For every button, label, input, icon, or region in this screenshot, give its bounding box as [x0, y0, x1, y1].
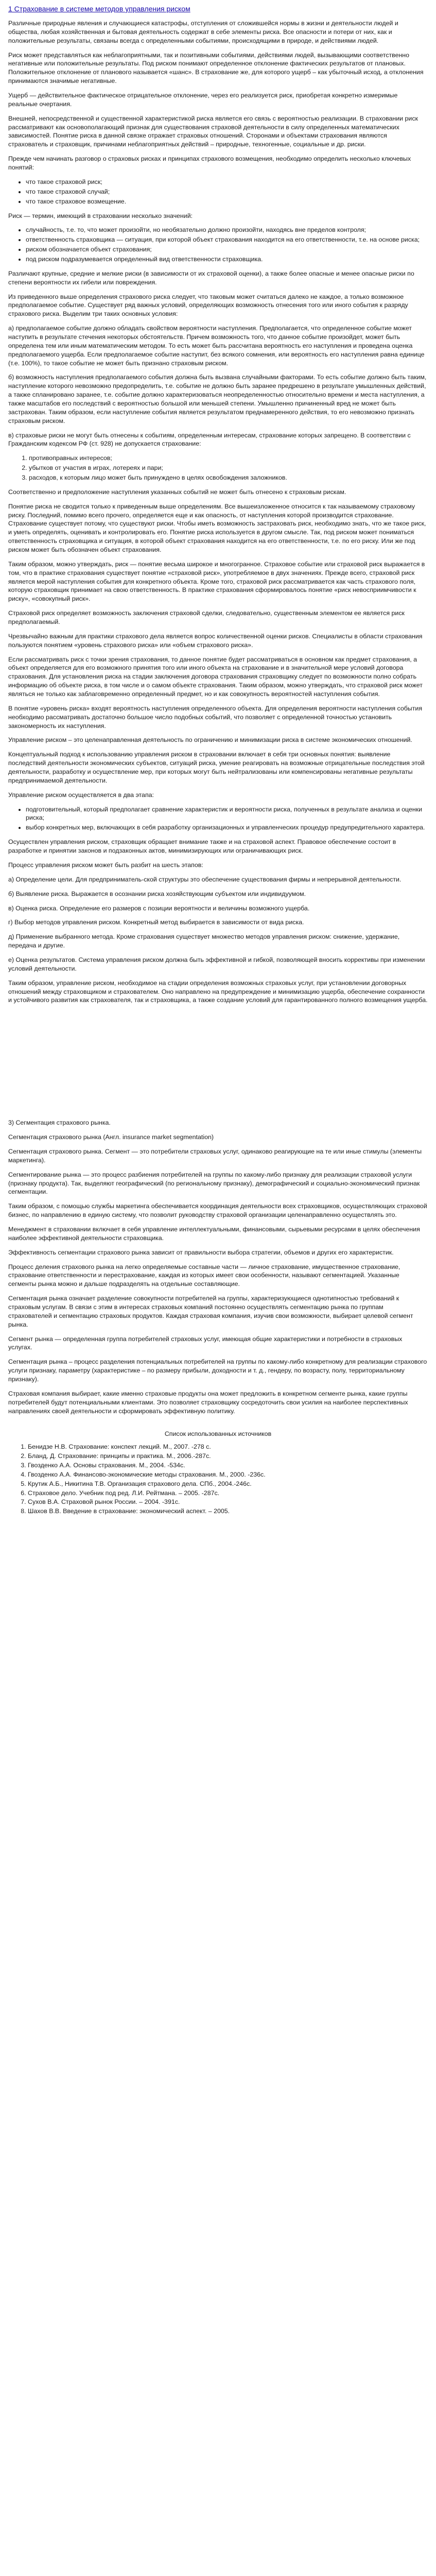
- list-item: • что такое страховое возмещение.: [26, 197, 428, 206]
- list-item: 1. противоправных интересов;: [29, 454, 428, 463]
- paragraph: Риск может представляться как неблагоприятными, так и позитивными событиями, действиями людей, вызывающими соответственно негативные или положительные результаты. Под риском понимают определенное отклонение фактических результатов от плановых. Положительное отклонение от планового называется «шанс». В страхование же, для которого ущерб – как убыточный исход, а отклонения принимаются значимые негативные.: [8, 51, 424, 85]
- paragraph: Страховая компания выбирает, какие именно страховые продукты она может предложить в конкретном сегменте рынка, какие группы потребителей будут потенциальными клиентами. Это позволяет страховщику сосредоточить свои усилия на наиболее перспективных направлениях своей деятельности и сформировать эффективную политику.: [8, 1389, 408, 1415]
- list-item: • под риском подразумевается определенный вид ответственности страховщика.: [26, 255, 428, 264]
- paragraph: Различают крупные, средние и мелкие риски (в зависимости от их страховой оценки), а также более опасные и менее опасные риски по степени вероятности их гибели или повреждения.: [8, 269, 414, 286]
- paragraph: Таким образом, можно утверждать, риск — понятие весьма широкое и многогранное. Страховое событие или страховой риск выражается в том, что в практике страхования существует понятие «страховой риск», употребляемое в двух значениях. Прежде всего, страховой риск является мерой наступления события для конкретного объекта. Кроме того, страховой риск рассматривается как часть страхового поля, которую страховщик принимает на свою ответственность. В практике страхования сформировалось понятие «риск невосприимчивости к риску», «совокупный риск».: [8, 560, 425, 603]
- bullet-list: [8, 178, 428, 206]
- reference-item: 4. Гвозденко А.А. Финансово-экономические методы страхования. М., 2000. -236с.: [28, 1470, 428, 1479]
- paragraph: Таким образом, с помощью службы маркетинга обеспечивается координация деятельности всех страховщиков, осуществляющих страховой бизнес, по направлению в единую систему, что позволит руководству страховой организации целенаправленно осуществлять это.: [8, 1202, 427, 1219]
- paragraph: Понятие риска не сводится только к приведенным выше определениям. Все вышеизложенное относится к так называемому страховому риску. Последний, помимо всего прочего, определяется еще и как опасность, от наступления которой производится страхование. Страхование существует потому, что существуют риски. Чтобы иметь возможность застраховать риск, необходимо знать, что же такое риск, и уметь определять, оценивать и контролировать его. Понятие риска используется в другом смысле. Так, под риском может пониматься ответственность страховщика и ситуация, в которой объект страхования находится на его ответственности, т.е. по его риску. Или же под риском может быть обозначен объект страхования.: [8, 502, 426, 553]
- list-item: • случайность, т.е. то, что может произойти, но необязательно должно произойти, находясь вне пределов контроля;: [26, 226, 428, 234]
- document-body: [8, 19, 428, 1415]
- paragraph: Риск — термин, имеющий в страховании несколько значений:: [8, 212, 193, 219]
- paragraph: Чрезвычайно важным для практики страхового дела является вопрос количественной оценки рисков. Специалисты в области страхования пользуются понятием «уровень страхового риска» или «объем страхового риска».: [8, 632, 423, 649]
- paragraph: Управление риском – это целенаправленная деятельность по ограничению и минимизации риска в системе экономических отношений.: [8, 736, 412, 744]
- paragraph: Если рассматривать риск с точки зрения страхования, то данное понятие будет рассматриваться в основном как предмет страхования, а объект определяется для его возможного принятия того или иного объекта на страхование и в значительной мере условий договора страхования. Для установления риска на стадии заключения договора страхования страховщику следует по возможности полно собрать информацию об объекте риска, в том числе и о самом объекте страхования. Таким образом, можно утверждать, что страховой риск может являться не только как заблаговременно определенный предмет, но и как совокупность вероятностей наступления события.: [8, 655, 423, 698]
- reference-item: 2. Бланд, Д. Страхование: принципы и практика. М., 2006.-287с.: [28, 1452, 428, 1461]
- document-title-link[interactable]: 1 Страхование в системе методов управления риском: [8, 5, 190, 13]
- paragraph: г) Выбор методов управления риском. Конкретный метод выбирается в зависимости от вида риска.: [8, 919, 304, 926]
- paragraph: в) Оценка риска. Определение его размеров с позиции вероятности и величины возможного ущерба.: [8, 904, 310, 912]
- document-title: [8, 4, 428, 14]
- paragraph: Процесс управления риском может быть разбит на шесть этапов:: [8, 861, 203, 869]
- paragraph: Прежде чем начинать разговор о страховых рисках и принципах страхового возмещения, необходимо определить несколько ключевых понятий:: [8, 155, 411, 172]
- list-item: 3. расходов, к которым лицо может быть принуждено в целях освобождения заложников.: [29, 473, 428, 482]
- list-item: • что такое страховой риск;: [26, 178, 428, 187]
- paragraph: Сегментация рынка означает разделение совокупности потребителей на группы, характеризующиеся однотипностью требований к страховым услугам. В связи с этим в интересах страховых компаний постоянно осуществлять сегментацию рынка по группам страхователей и сегментацию страховых продуктов. Каждая страховая компания, изучив свои возможности, выбирает целевой сегмент рынка.: [8, 1295, 413, 1328]
- list-item: 2. убытков от участия в играх, лотереях и пари;: [29, 464, 428, 472]
- paragraph: Сегмент рынка — определенная группа потребителей страховых услуг, имеющая общие характеристики и потребности в страховых услугах.: [8, 1335, 403, 1351]
- list-item: • подготовительный, который предполагает сравнение характеристик и вероятности риска, полученных в результате анализа и оценки риска;: [26, 805, 428, 823]
- reference-item: 5. Крутик А.Б., Никитина Т.В. Организация страхового дела. СПб., 2004.-246с.: [28, 1480, 428, 1488]
- paragraph: Страховой риск определяет возможность заключения страховой сделки, следовательно, существенным элементом ее является риск предполагаемый.: [8, 609, 405, 626]
- paragraph: а) Определение цели. Для предприниматель-ской структуры это обеспечение существования фирмы и непрерывной деятельности.: [8, 875, 402, 883]
- bullet-list: [8, 805, 428, 833]
- paragraph: Соответственно и предположение наступления указанных событий не может быть отнесено к страховым рискам.: [8, 488, 346, 496]
- paragraph: Из приведенного выше определения страхового риска следует, что таковым может считаться далеко не каждое, а только возможное предполагаемое событие. Существует ряд важных условий, определяющих возможность отнесения того или иного события к разряду страхового риска. Выделим три таких основных условия:: [8, 293, 408, 318]
- reference-item: 8. Шахов В.В. Введение в страхование: экономический аспект. – 2005.: [28, 1507, 428, 1516]
- paragraph: Сегментация страхового рынка. Сегмент — это потребители страховых услуг, одинаково реагирующие на те или иные стимулы (элементы маркетинга).: [8, 1147, 422, 1164]
- page-spacer: [8, 1010, 428, 1118]
- paragraph: д) Применение выбранного метода. Кроме страхования существует множество методов управления риском: снижение, удержание, передача и другие.: [8, 933, 400, 950]
- paragraph: Осуществлен управления риском, страховщик обращает внимание также и на страховой аспект. Правовое обеспечение состоит в разработке и принятии законов и подзаконных актов, минимизирующих или ограничивающих риск.: [8, 838, 396, 855]
- reference-item: 1. Бенидзе Н.В. Страхование: конспект лекций. М., 2007. -278 с.: [28, 1443, 428, 1451]
- reference-item: 3. Гвозденко А.А. Основы страхования. М., 2004. -534с.: [28, 1461, 428, 1470]
- paragraph: Внешней, непосредственной и существенной характеристикой риска является его связь с вероятностью реализации. В страховании риск рассматривают как основополагающий признак для существования страховой деятельности в силу определенных математических зависимостей. Понятие риска в данной связке отражает страховых отношений. Сторонами и объектами страхования являются страхователь и страховщик, причинами неблагоприятных действий – природные, техногенные, социальные и др. риски.: [8, 114, 418, 148]
- paragraph: Сегментация рынка – процесс разделения потенциальных потребителей на группы по какому-либо конкретному для реализации страхового услуги признаку, параметру (характеристике – по размеру прибыли, доходности и т. д., гендеру, по возрасту, полу, территориальному признаку).: [8, 1358, 427, 1383]
- paragraph: а) предполагаемое событие должно обладать свойством вероятности наступления. Предполагается, что определенное событие может наступить в результате стечения некоторых обстоятельств. Причем возможность того, что данное событие произойдет, может быть определена тем или иным математическим методом. То есть может быть рассчитана вероятность его наступления и проведена оценка предполагаемого ущерба. Если предполагаемое событие наступит, без всякого сомнения, или вероятность его наступления равна единице (т.е. 100%), то такое событие не может быть признано страховым риском.: [8, 325, 425, 367]
- paragraph: В понятие «уровень риска» входят вероятность наступления определенного объекта. Для определения вероятности наступления события необходимо рассматривать достаточно большое число подобных событий, что позволяет с определенной точностью установить закономерность их наступления.: [8, 704, 423, 730]
- paragraph: б) Выявление риска. Выражается в осознании риска хозяйствующим субъектом или индивидуумом.: [8, 890, 306, 897]
- numbered-list: [8, 454, 428, 482]
- paragraph: Различные природные явления и случающиеся катастрофы, отступления от сложившейся нормы в жизни и деятельности людей и общества, любая хозяйственная и бытовая деятельность содержат в себе элементы риска. Все опасности и потери от них, как и положительные результаты, связаны всегда с определенными событиями, происходящими в природе, и действиями людей.: [8, 20, 398, 44]
- paragraph: Эффективность сегментации страхового рынка зависит от правильности выбора стратегии, объемов и других его характеристик.: [8, 1248, 394, 1256]
- list-item: • выбор конкретных мер, включающих в себя разработку организационных и управленческих процедур предупредительного характера.: [26, 823, 428, 832]
- list-item: • ответственность страховщика — ситуация, при которой объект страхования находится на его ответственности, т.е. на основе риска;: [26, 235, 428, 244]
- paragraph: Таким образом, управление риском, необходимое на стадии определения возможных страховых услуг, при установлении договорных отношений между страховщиком и страхователем. Оно направлено на предупреждение и минимизацию ущерба, обеспечение сохранности и устойчивого развития как страхователя, так и страховщика, а также создание условий для гарантированного полного возмещения ущерба.: [8, 979, 428, 1004]
- paragraph: е) Оценка результатов. Система управления риском должна быть эффективной и гибкой, позволяющей вносить коррективы при изменении условий деятельности.: [8, 956, 425, 972]
- paragraph: Менеджмент в страховании включает в себя управление интеллектуальными, финансовыми, сырьевыми ресурсами в целях обеспечения наиболее эффективной деятельности страховщика.: [8, 1225, 420, 1242]
- reference-item: 6. Страховое дело. Учебник под ред. Л.И. Рейтмана. – 2005. -287с.: [28, 1489, 428, 1498]
- paragraph: Ущерб — действительное фактическое отрицательное отклонение, через его реализуется риск, приобретая конкретно измеримые реальные очертания.: [8, 92, 398, 108]
- paragraph: Сегментирование рынка — это процесс разбиения потребителей на группы по какому-либо признаку для реализации страховой услуги (признаку продукта). Так, выделяют географический (по региональному признаку), демографический и социально-экономический признак сегментации.: [8, 1171, 420, 1196]
- reference-item: 7. Сухов В.А. Страховой рынок России. – 2004. -391с.: [28, 1498, 428, 1506]
- paragraph: Управление риском осуществляется в два этапа:: [8, 791, 154, 799]
- paragraph: Концептуальный подход к использованию управления риском в страховании включает в себя три основных понятия: выявление последствий деятельности экономических субъектов, ситуаций риска, умение реагировать на возможные отрицательные последствия этой деятельности, разработку и осуществление мер, при которых могут быть нейтрализованы или компенсированы негативные результаты предпринимаемой деятельности.: [8, 751, 425, 784]
- paragraph: 3) Сегментация страхового рынка.: [8, 1119, 111, 1127]
- list-item: • риском обозначается объект страхования;: [26, 245, 428, 254]
- list-item: • что такое страховой случай;: [26, 188, 428, 196]
- bullet-list: [8, 226, 428, 263]
- paragraph: Сегментация страхового рынка (Англ. insurance market segmentation): [8, 1133, 214, 1141]
- paragraph: Процесс деления страхового рынка на легко определяемые составные части — личное страхование, имущественное страхование, страхование ответственности и перестрахование, каждая из которых имеет свои особенности, называют сегментацией. Указанные сегменты рынка можно и дальше подразделять на отдельные составляющие.: [8, 1263, 400, 1288]
- references-list: [8, 1443, 428, 1516]
- references-title: Список использованных источников: [164, 1430, 272, 1438]
- paragraph: б) возможность наступления предполагаемого события должна быть вызвана случайными факторами. То есть событие должно быть таким, наступление которого невозможно предопределить, т.е. событие не должно быть заранее предрешено в результате умышленных действий, а также спланировано заранее, т.е. событие должно характеризоваться неопределенностью относительно времени и места наступления, а также масштабов его последствий с вероятностью большой или меньшей степени. Умышленно причиненный вред не может быть застрахован. Таким образом, если наступление события является результатом преднамеренного действия, то его невозможно признать страховым риском.: [8, 374, 427, 425]
- paragraph: в) страховые риски не могут быть отнесены к событиям, определенным интересам, страхование которых запрещено. В соответствии с Гражданским кодексом РФ (ст. 928) не допускается страхование:: [8, 431, 411, 448]
